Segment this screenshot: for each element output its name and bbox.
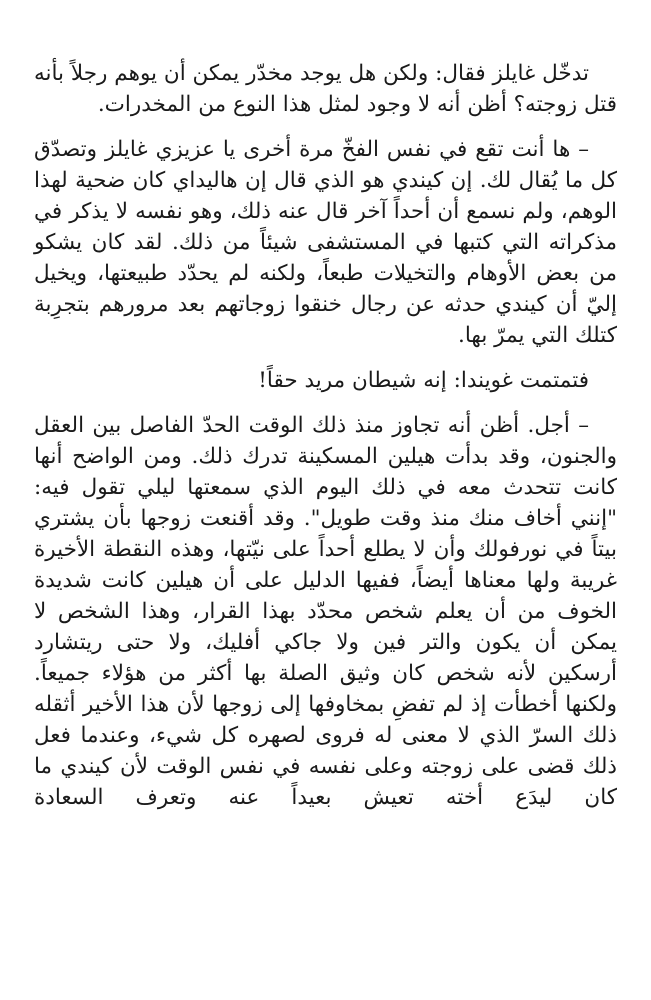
paragraph-reply-madness: – أجل. أظن أنه تجاوز منذ ذلك الوقت الحدّ الفاصل بين العقل والجنون، وقد بدأت هيلين المسكينة تدرك ذلك. ومن الواضح أنها كانت تتحدث معه في ذلك اليوم الذي سمعتها ليلي تقول فيه: "إنني أخاف منك منذ وقت طويل". وقد أقنعت زوجها بأن يشتري بيتاً في نورفولك وأن لا يطلع أحداً على نيّتها، وهذه النقطة الأخيرة غريبة ولها معناها أيضاً، ففيها الدليل على أن هيلين كانت شديدة الخوف من أن يعلم شخص محدّد بهذا القرار، وهذا الشخص لا يمكن أن يكون والتر فين ولا جاكي أفليك، ولا حتى ريتشارد أرسكين لأنه شخص كان وثيق الصلة بها أكثر من هؤلاء جميعاً. ولكنها أخطأت إذ لم تفضِ بمخاوفها إلى زوجها لأن هذا الأخير أثقله ذلك السرّ الذي لا معنى له فروى لصهره كل شيء، وعندما فعل ذلك قضى على زوجته وعلى نفسه في نفس الوقت لأن كيندي ما كان ليدَع أخته تعيش بعيداً عنه وتعرف السعادة bbox=[34, 413, 617, 810]
paragraph-giles-question: تدخّل غايلز فقال: ولكن هل يوجد مخدّر يمكن أن يوهم رجلاً بأنه قتل زوجته؟ أظن أنه لا وجود لمثل هذا النوع من المخدرات. bbox=[34, 61, 617, 117]
paragraph-gwenda-mutter: فتمتمت غويندا: إنه شيطان مريد حقاً! bbox=[258, 368, 589, 393]
paragraph-reply-trap: – ها أنت تقع في نفس الفخّ مرة أخرى يا عزيزي غايلز وتصدّق كل ما يُقال لك. إن كيندي هو الذي قال إن هاليداي كان ضحية لهذا الوهم، ولم نسمع أن أحداً آخر قال عنه ذلك، وهو نفسه لا يذكر في مذكراته التي كتبها في المستشفى شيئاً من ذلك. لقد كان يشكو من بعض الأوهام والتخيلات طبعاً، ولكنه لم يحدّد طبيعتها، ويخيل إليّ أن كيندي حدثه عن رجال خنقوا زوجاتهم بعد مرورهم بتجرِبة كتلك التي يمرّ بها. bbox=[34, 137, 617, 348]
